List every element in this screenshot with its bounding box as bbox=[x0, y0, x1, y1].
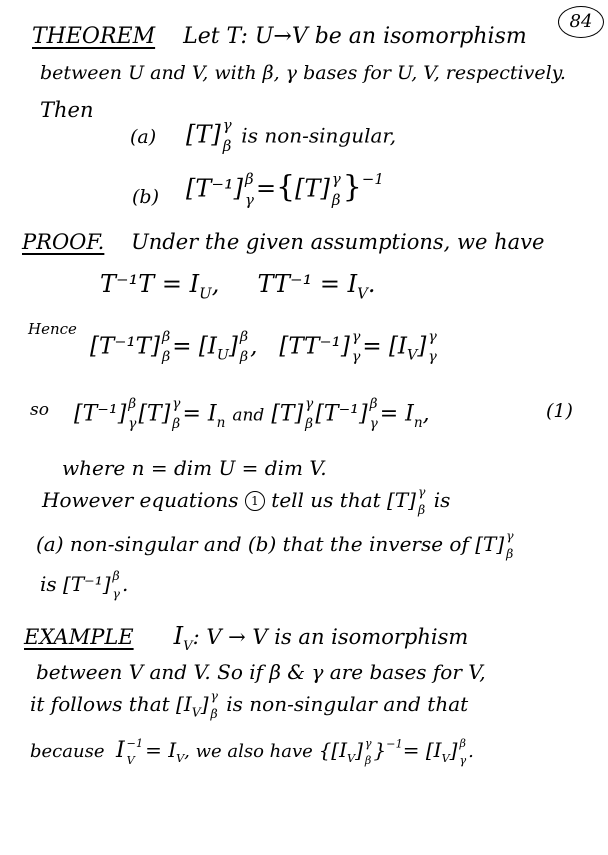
bracket-close: ] bbox=[200, 691, 209, 716]
sub-gamma: γ bbox=[369, 415, 378, 432]
conclusion-is: is [T⁻¹] bbox=[40, 571, 111, 596]
symbol-T-inverse: T⁻¹ bbox=[195, 174, 234, 203]
sub-beta: β bbox=[162, 349, 171, 366]
because-text: because bbox=[30, 741, 105, 763]
sub-beta: β bbox=[172, 415, 181, 432]
eq1-left: T⁻¹T = I bbox=[100, 270, 200, 298]
sup-gamma: γ bbox=[222, 116, 232, 134]
sup-beta: β bbox=[112, 568, 120, 583]
sub-beta: β bbox=[210, 706, 218, 722]
eq3-e: [T⁻¹] bbox=[315, 401, 368, 427]
example-line-1 bbox=[24, 624, 468, 653]
however-is: is bbox=[433, 487, 451, 512]
brace-close: } bbox=[342, 169, 362, 205]
however-text-2: tell us that [T] bbox=[271, 487, 416, 512]
however-text: However equations bbox=[42, 487, 239, 512]
eq2-right-close: ] bbox=[417, 333, 427, 360]
sub-beta: β bbox=[239, 349, 249, 366]
sub-gamma: γ bbox=[245, 191, 254, 210]
proof-line-1 bbox=[22, 232, 544, 253]
proof-eq-3: [T⁻¹] β γ [T] γ β = $I_n$ and [T] γ β [T⁻¹] β γ = $I_n$, bbox=[74, 396, 430, 432]
proof-conclusion-1 bbox=[36, 530, 516, 561]
symbol-T: T bbox=[195, 120, 212, 149]
sub-beta: β bbox=[418, 502, 426, 518]
identity-symbol: I bbox=[115, 738, 125, 764]
identity-sub: V bbox=[126, 754, 135, 768]
proof-text-1: Under the given assumptions, we have bbox=[131, 230, 545, 254]
inverse-exponent: −1 bbox=[361, 170, 384, 188]
sup-gamma: γ bbox=[364, 737, 372, 750]
brace-open: { bbox=[276, 169, 296, 205]
page-number: 84 bbox=[558, 6, 604, 38]
theorem-then: Then bbox=[40, 98, 94, 122]
theorem-line-3 bbox=[40, 100, 93, 121]
sup-gamma: γ bbox=[351, 329, 361, 345]
proof-where-text: where n = dim U = dim V. bbox=[62, 456, 327, 480]
proof-eq-2: [T⁻¹T] β β = $[I_U]$ β β , [TT⁻¹] γ γ = $[I_V]$ γ γ bbox=[90, 329, 437, 366]
eq2-mid-sub: U bbox=[216, 347, 229, 364]
brace-close: } bbox=[373, 738, 387, 763]
example-line-4: because I −1 V = $I_V$, we also have {$[I_V]$ γ β }$^{-1}= [I_V]$ β γ . bbox=[30, 737, 474, 768]
sub-beta: β bbox=[222, 136, 232, 155]
eq2-right-mid-sub: V bbox=[407, 347, 418, 364]
sup-beta: β bbox=[459, 737, 466, 750]
identity-sub: V bbox=[347, 752, 356, 766]
eq2-mid: = [I bbox=[172, 333, 217, 360]
proof-hence: Hence bbox=[28, 320, 77, 338]
bracket-open: [ bbox=[186, 174, 196, 203]
theorem-part-b-label: (b) bbox=[132, 186, 159, 208]
identity-equals: = [I bbox=[402, 738, 442, 763]
also-have-text: , we also have bbox=[184, 741, 313, 763]
eq2-mid-close: ] bbox=[228, 333, 238, 360]
eq3-c: = I bbox=[182, 401, 217, 427]
identity-sub: V bbox=[441, 752, 450, 766]
eq1-right: TT⁻¹ = I bbox=[257, 270, 358, 298]
eq1-right-sub: V bbox=[357, 284, 368, 303]
eq3-f: = I bbox=[379, 401, 414, 427]
sup-gamma: γ bbox=[418, 484, 426, 499]
sub-gamma: γ bbox=[128, 415, 137, 432]
inverse-exponent: −1 bbox=[386, 737, 403, 751]
sup-beta: β bbox=[245, 170, 254, 189]
sub-gamma: γ bbox=[459, 754, 467, 768]
sub-beta: β bbox=[506, 546, 514, 562]
bracket-open: [ bbox=[295, 174, 305, 203]
eq3-d: [T] bbox=[271, 401, 304, 427]
theorem-heading: THEOREM bbox=[32, 24, 156, 49]
identity-equals: = I bbox=[145, 738, 177, 763]
theorem-line-2 bbox=[40, 64, 566, 83]
theorem-text-1: Let T: U→V be an isomorphism bbox=[183, 24, 527, 49]
sup-gamma: γ bbox=[506, 528, 514, 543]
conclusion-text: (a) non-singular and (b) that the inverse of [T] bbox=[36, 531, 505, 556]
identity-sub: V bbox=[183, 638, 193, 654]
example-sub: V bbox=[191, 704, 201, 720]
sup-gamma: γ bbox=[305, 396, 314, 412]
eq2-right-mid: = [I bbox=[362, 333, 408, 360]
sup-beta: β bbox=[369, 396, 378, 412]
theorem-part-a bbox=[186, 118, 396, 154]
example-text-1: : V → V is an isomorphism bbox=[192, 625, 469, 649]
theorem-part-b bbox=[186, 169, 384, 210]
example-text-3b: is non-singular and that bbox=[226, 691, 469, 716]
eq2-right: [TT⁻¹] bbox=[279, 333, 350, 360]
eq3-c-sub: n bbox=[216, 414, 226, 431]
theorem-text-2: between U and V, with β, γ bases for U, V, respectively. bbox=[40, 62, 566, 84]
eq3-and: and bbox=[232, 405, 265, 426]
eq1-left-sub: U bbox=[199, 284, 212, 303]
sub-gamma: γ bbox=[351, 349, 361, 366]
example-heading: EXAMPLE bbox=[24, 625, 134, 649]
symbol-T: T bbox=[304, 174, 321, 203]
theorem-part-a-label: (a) bbox=[130, 126, 157, 148]
equation-ref-1: 1 bbox=[245, 491, 265, 511]
brace-expression: {[I bbox=[318, 738, 347, 763]
example-text-2: between V and V. So if β & γ are bases for V, bbox=[36, 660, 486, 684]
sup-beta: β bbox=[128, 396, 137, 412]
bracket-close: ] bbox=[233, 174, 244, 203]
sup-gamma: γ bbox=[331, 170, 341, 189]
bracket-close: ] bbox=[211, 120, 221, 149]
theorem-part-a-text: is non-singular, bbox=[241, 123, 397, 148]
eq3-a: [T⁻¹] bbox=[74, 401, 127, 427]
proof-where bbox=[62, 458, 327, 478]
example-text-3: it follows that [I bbox=[30, 691, 192, 716]
eq3-f-sub: n bbox=[413, 414, 423, 431]
sup-gamma: γ bbox=[428, 329, 437, 345]
example-line-2 bbox=[36, 662, 486, 682]
sup-beta: β bbox=[162, 329, 171, 345]
sub-beta: β bbox=[331, 191, 341, 210]
bracket-open: [ bbox=[186, 120, 196, 149]
sub-gamma: γ bbox=[112, 586, 120, 602]
proof-so: so bbox=[30, 400, 49, 420]
eq2-left: [T⁻¹T] bbox=[90, 333, 160, 360]
sup-beta: β bbox=[239, 329, 249, 345]
equation-tag-1: (1) bbox=[546, 400, 573, 422]
identity-sub: V bbox=[176, 752, 185, 766]
theorem-line-1 bbox=[32, 26, 527, 48]
eq3-b: [T] bbox=[138, 401, 171, 427]
sub-gamma: γ bbox=[428, 349, 437, 366]
proof-heading: PROOF. bbox=[22, 230, 105, 254]
equals: = bbox=[255, 174, 277, 203]
sup-gamma: γ bbox=[210, 688, 218, 703]
bracket-close: ] bbox=[449, 738, 458, 763]
example-line-3 bbox=[30, 690, 468, 721]
identity-symbol: I bbox=[173, 622, 184, 650]
sub-beta: β bbox=[305, 415, 314, 432]
identity-inverse-sup: −1 bbox=[126, 737, 144, 750]
sub-beta: β bbox=[364, 754, 372, 768]
bracket-close: ] bbox=[355, 738, 363, 763]
sup-gamma: γ bbox=[172, 396, 181, 412]
bracket-close: ] bbox=[320, 174, 330, 203]
proof-conclusion-2: is [T⁻¹] β γ . bbox=[40, 568, 129, 602]
proof-however bbox=[42, 486, 450, 517]
proof-eq-1: $T^{-1}T = I_U$, $TT^{-1} = I_V$. bbox=[100, 270, 376, 303]
